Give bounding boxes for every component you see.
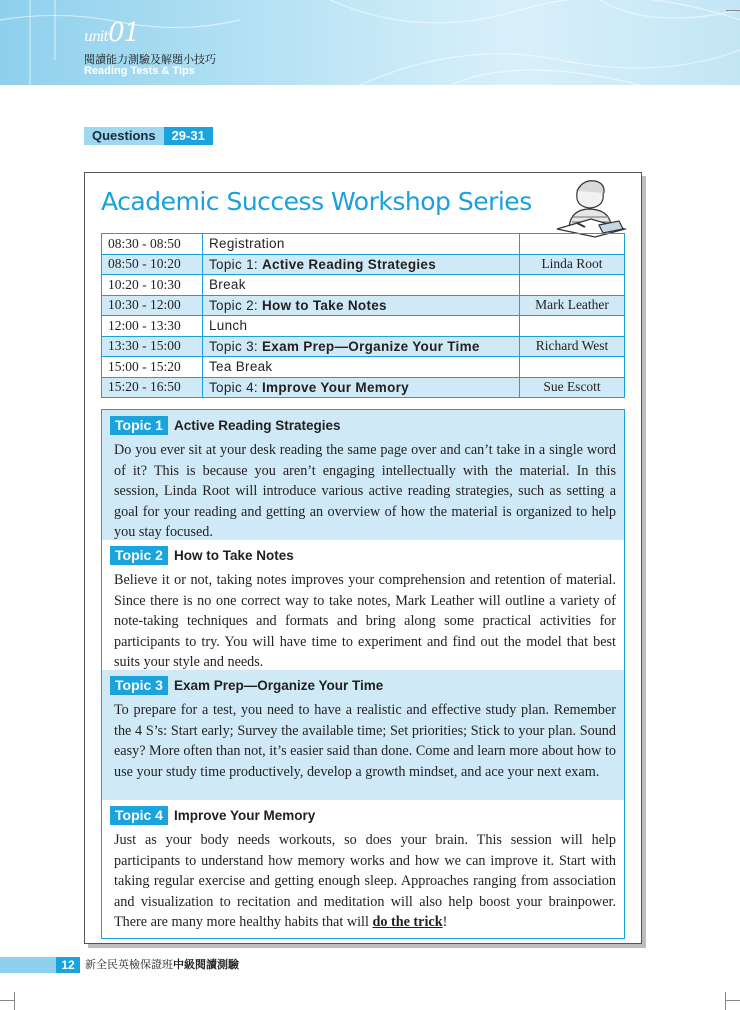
topic-body: Believe it or not, taking notes improves your comprehension and retention of material. Since there is no one correct way to take notes, Mark Leather will outline a variety of note-taking techniques and formats and bring along some practical activities for participants to try. You will have time to experiment and find out the model that best suits your style and needs.: [114, 572, 616, 670]
crop-mark: [0, 1000, 14, 1001]
topic-section: [102, 540, 624, 670]
schedule-row: [102, 275, 625, 296]
emphasis-phrase: do the trick: [372, 914, 443, 930]
schedule-row: [102, 377, 625, 398]
schedule-time: 08:30 - 08:50: [102, 234, 203, 255]
questions-label: [84, 127, 213, 145]
crop-mark: [725, 992, 726, 1010]
schedule-session: Topic 2: How to Take Notes: [203, 295, 520, 316]
schedule-speaker: [520, 275, 625, 296]
topic-body: Just as your body needs workouts, so does your brain. This session will help participants to understand how memory works and how we can improve it. Start with taking regular exercise and getting enough sleep. Approaches ranging from association and visualization to recitation and meditation will also help boost your brainpower. There are many more healthy habits that will do the trick!: [114, 832, 616, 930]
header-subtitle-en: Reading Tests & Tips: [84, 65, 195, 77]
topic-tag: Topic 3: [110, 676, 168, 695]
crop-mark: [726, 1000, 740, 1001]
schedule-speaker: [520, 234, 625, 255]
schedule-time: 13:30 - 15:00: [102, 336, 203, 357]
topic-descriptions: [101, 409, 625, 939]
topic-heading: Exam Prep—Organize Your Time: [173, 678, 384, 693]
topic-section: [102, 410, 624, 540]
schedule-time: 08:50 - 10:20: [102, 254, 203, 275]
crop-mark: [726, 10, 740, 11]
crop-mark: [14, 992, 15, 1010]
schedule-row: [102, 234, 625, 255]
schedule-row: [102, 336, 625, 357]
schedule-time: 10:20 - 10:30: [102, 275, 203, 296]
schedule-row: [102, 357, 625, 378]
header-subtitle-zh: 閱讀能力測驗及解題小技巧: [84, 53, 216, 66]
schedule-session: Break: [203, 275, 520, 296]
schedule-speaker: Sue Escott: [520, 377, 625, 398]
schedule-time: 15:00 - 15:20: [102, 357, 203, 378]
schedule-session: Topic 3: Exam Prep—Organize Your Time: [203, 336, 520, 357]
schedule-session: Tea Break: [203, 357, 520, 378]
schedule-time: 15:20 - 16:50: [102, 377, 203, 398]
schedule-time: 10:30 - 12:00: [102, 295, 203, 316]
schedule-speaker: Mark Leather: [520, 295, 625, 316]
schedule-row: [102, 295, 625, 316]
schedule-session: Topic 1: Active Reading Strategies: [203, 254, 520, 275]
topic-tag: Topic 1: [110, 416, 168, 435]
schedule-speaker: [520, 357, 625, 378]
topic-heading: Active Reading Strategies: [173, 418, 341, 433]
schedule-speaker: [520, 316, 625, 337]
schedule-time: 12:00 - 13:30: [102, 316, 203, 337]
schedule-speaker: Linda Root: [520, 254, 625, 275]
topic-body: To prepare for a test, you need to have a realistic and effective study plan. Remember the 4 S’s: Start early; Survey the available time; Set priorities; Stick to your plan. Sound easy? More often than not, it’s easier said than done. Come and learn more about how to use your study time productively, develop a growth mindset, and ace your next exam.: [114, 702, 616, 780]
topic-section: [102, 800, 624, 937]
page-footer: [0, 957, 740, 973]
topic-heading: Improve Your Memory: [173, 808, 316, 823]
schedule-row: [102, 316, 625, 337]
schedule-session: Topic 4: Improve Your Memory: [203, 377, 520, 398]
workshop-title: Academic Success Workshop Series: [101, 187, 532, 216]
topic-heading: How to Take Notes: [173, 548, 294, 563]
questions-range: 29-31: [164, 127, 213, 145]
schedule-row: [102, 254, 625, 275]
workshop-card: [84, 172, 642, 944]
schedule-speaker: Richard West: [520, 336, 625, 357]
schedule-session: Registration: [203, 234, 520, 255]
unit-label: unit01: [84, 18, 140, 48]
schedule-table: [101, 233, 625, 398]
topic-section: [102, 670, 624, 800]
topic-tag: Topic 4: [110, 806, 168, 825]
header-banner: [0, 0, 740, 85]
page-number: 12: [56, 957, 80, 973]
student-studying-illustration: [555, 177, 627, 239]
questions-word: Questions: [84, 127, 164, 145]
topic-body: Do you ever sit at your desk reading the same page over and can’t take in a single word of it? This is because you aren’t engaging intellectually with the material. In this session, Linda Root will introduce various active reading strategies, such as setting a goal for your reading and getting an overview of how the material is organized to help you stay focused.: [114, 442, 616, 540]
book-title: 新全民英檢保證班中級閱讀測驗: [85, 958, 239, 971]
schedule-session: Lunch: [203, 316, 520, 337]
topic-tag: Topic 2: [110, 546, 168, 565]
